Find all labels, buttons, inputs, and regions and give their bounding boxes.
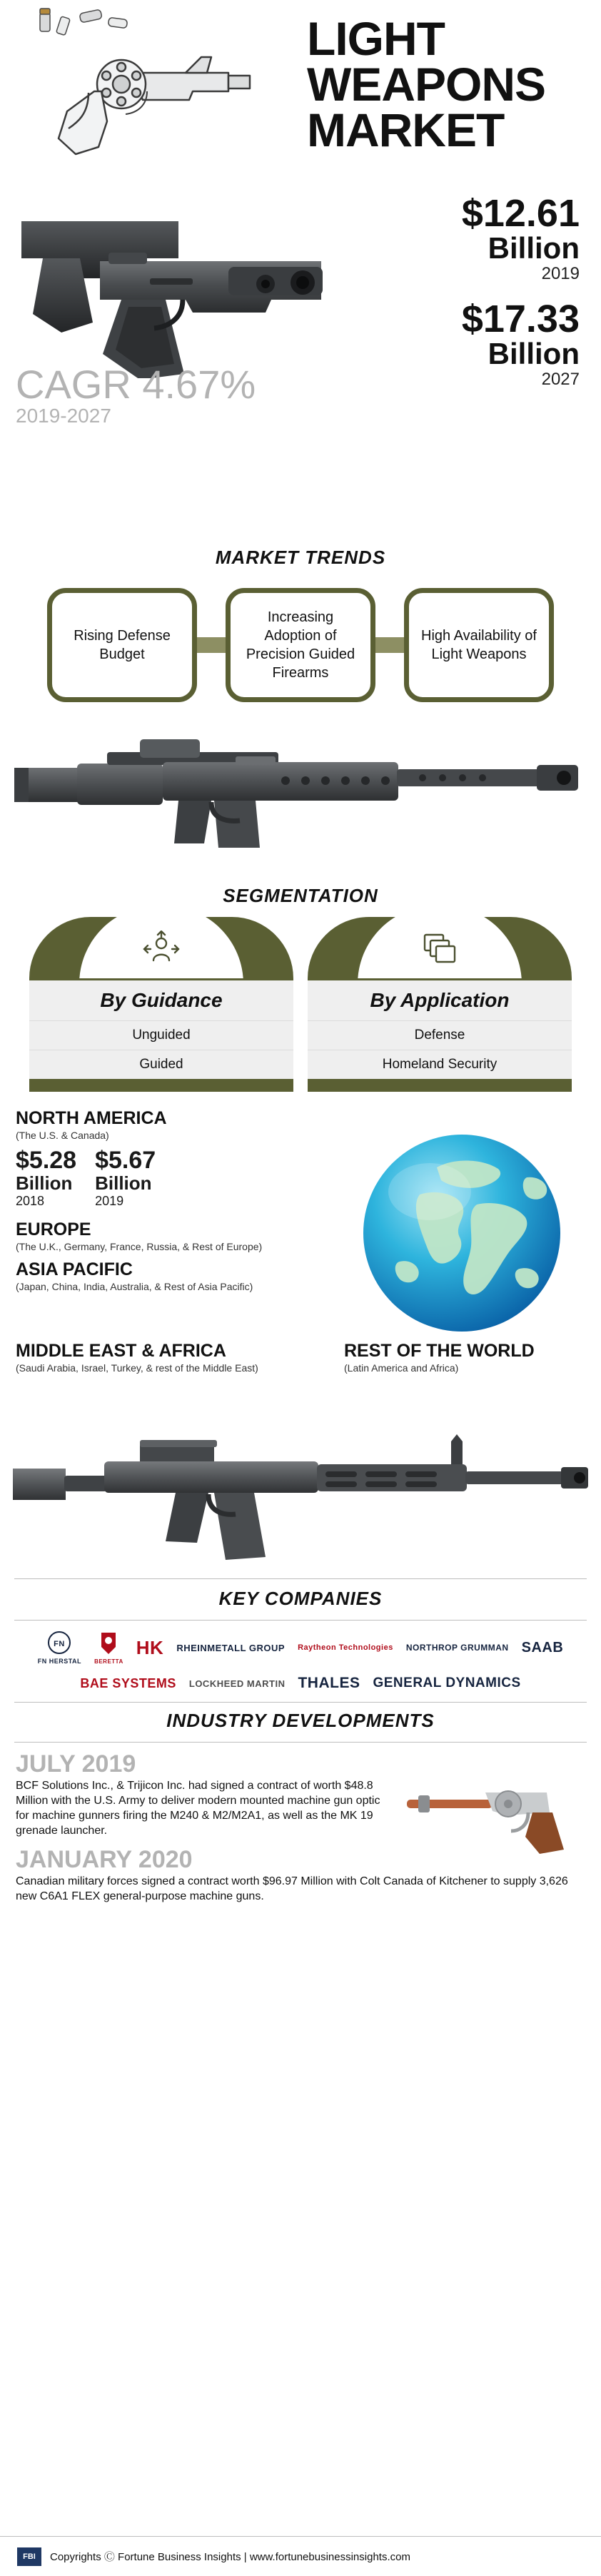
company-logo: HK [136, 1636, 164, 1658]
region-block-mea [16, 1340, 323, 1380]
trend-connector [193, 637, 230, 653]
region-name-rest-of-world: REST OF THE WORLD [344, 1341, 535, 1361]
segmentation-item: Guided [29, 1050, 293, 1079]
region-sub-europe: (The U.K., Germany, France, Russia, & Rest of Europe) [16, 1241, 263, 1252]
footer [0, 2536, 601, 2576]
beretta-crest-icon [99, 1631, 118, 1655]
region-year: 2018 [16, 1194, 45, 1208]
segmentation-title: By Application [308, 978, 572, 1020]
company-logo-row-1 [17, 1631, 584, 1665]
title-line-3: MARKET [307, 103, 505, 156]
market-trends-section [0, 547, 601, 711]
footer-copyright: Copyrights Ⓒ Fortune Business Insights | www.fortunebusinessinsights.com [50, 2551, 410, 2563]
trend-connector [371, 637, 408, 653]
pistol-icon [14, 193, 385, 371]
company-logo: RHEINMETALL GROUP [176, 1642, 286, 1653]
region-sub-middle-east-africa: (Saudi Arabia, Israel, Turkey, & rest of the Middle East) [16, 1362, 258, 1374]
region-sub-asia-pacific: (Japan, China, India, Australia, & Rest of Asia Pacific) [16, 1281, 253, 1292]
company-logo: SAAB [521, 1639, 564, 1655]
segmentation-arc [308, 917, 572, 978]
value-2019-block [462, 194, 580, 284]
segmentation-section [0, 885, 601, 1092]
regions-section [0, 1105, 601, 1411]
key-companies-heading: KEY COMPANIES [218, 1588, 383, 1609]
region-amount: $5.28 [16, 1147, 77, 1174]
region-year: 2019 [95, 1194, 124, 1208]
rifle-icon [0, 718, 601, 875]
divider [14, 1578, 587, 1579]
segmentation-item: Defense [308, 1020, 572, 1050]
guidance-target-person-icon [139, 930, 183, 971]
key-companies-section [0, 1588, 601, 1692]
cagr-period: 2019-2027 [16, 405, 111, 427]
company-logo: LOCKHEED MARTIN [188, 1678, 286, 1689]
segmentation-heading: SEGMENTATION [223, 885, 378, 906]
company-logo-row-2 [17, 1675, 584, 1692]
market-trends-heading: MARKET TRENDS [215, 547, 386, 568]
region-unit: Billion [95, 1172, 152, 1194]
region-unit: Billion [16, 1172, 73, 1194]
development-text: Canadian military forces signed a contract worth $96.97 Million with Colt Canada of Kitchener to supply 3,626 new C6A1 FLEX general-purpose machine guns. [16, 1875, 568, 1902]
header-section [0, 0, 601, 186]
trend-item: Rising Defense Budget [47, 588, 197, 702]
segmentation-item: Homeland Security [308, 1050, 572, 1079]
region-sub-rest-of-world: (Latin America and Africa) [344, 1362, 459, 1374]
industry-developments-section [0, 1710, 601, 1904]
region-figures-north-america [16, 1147, 301, 1209]
unit-2019: Billion [488, 231, 580, 265]
divider [14, 1702, 587, 1703]
segmentation-card-guidance [29, 917, 293, 1092]
revolver-icon [14, 7, 300, 178]
cagr-value: CAGR 4.67% [16, 362, 256, 407]
region-block-row [344, 1340, 580, 1380]
development-date: JULY 2019 [16, 1750, 136, 1778]
company-logo: THALES [298, 1675, 360, 1691]
title-line-2: WEAPONS [307, 58, 546, 111]
segmentation-title: By Guidance [29, 978, 293, 1020]
region-name-middle-east-africa: MIDDLE EAST & AFRICA [16, 1341, 226, 1361]
value-2027: $17.33 [461, 298, 580, 340]
region-name-north-america: NORTH AMERICA [16, 1108, 167, 1128]
value-2019: $12.61 [461, 192, 580, 235]
segmentation-base [308, 1079, 572, 1092]
fortune-business-insights-logo-icon: FBI [17, 2547, 41, 2566]
market-value-section [0, 186, 601, 542]
trend-item: Increasing Adoption of Precision Guided Firearms [226, 588, 375, 702]
divider [14, 1742, 587, 1743]
development-text: BCF Solutions Inc., & Trijicon Inc. had signed a contract of worth $48.8 Million with the U.S. Army to deliver modern mounted machine gun optic for machine gunners firing the M240 & M2/M2A1, as well as the MK 19 grenade launcher. [16, 1780, 380, 1837]
region-figure [95, 1147, 156, 1209]
company-logo-label: BERETTA [94, 1658, 123, 1665]
company-logo-label: FN HERSTAL [37, 1658, 82, 1665]
segmentation-base [29, 1079, 293, 1092]
title-line-1: LIGHT [307, 12, 445, 65]
application-layers-icon [418, 930, 462, 971]
trend-item: High Availability of Light Weapons [404, 588, 554, 702]
company-logo: BAE SYSTEMS [80, 1675, 176, 1690]
divider [14, 1620, 587, 1621]
company-logo: NORTHROP GRUMMAN [405, 1643, 509, 1653]
unit-2027: Billion [488, 337, 580, 370]
development-entry-1 [16, 1750, 585, 1838]
segmentation-card-application [308, 917, 572, 1092]
market-trends-list [14, 579, 587, 711]
company-logo [94, 1631, 123, 1665]
region-figure [16, 1147, 76, 1209]
segmentation-arc [29, 917, 293, 978]
development-date: JANUARY 2020 [16, 1846, 193, 1873]
region-sub-north-america: (The U.S. & Canada) [16, 1130, 109, 1141]
segmentation-cards [14, 917, 587, 1092]
development-entry-2 [16, 1845, 585, 1904]
page-title [307, 12, 546, 156]
fn-herstal-mark-icon [47, 1631, 71, 1655]
carbine-icon [0, 1414, 601, 1578]
value-2027-block [462, 300, 580, 390]
region-amount: $5.67 [95, 1147, 156, 1174]
globe-icon [351, 1126, 572, 1344]
company-logo: Raytheon Technologies [298, 1643, 393, 1652]
segmentation-item: Unguided [29, 1020, 293, 1050]
cagr-block [16, 364, 256, 427]
region-name-asia-pacific: ASIA PACIFIC [16, 1259, 133, 1279]
svg-text:FN: FN [54, 1640, 66, 1648]
year-2027: 2027 [541, 370, 580, 389]
regions-left-column [16, 1107, 301, 1299]
region-name-europe: EUROPE [16, 1219, 91, 1239]
company-logo: GENERAL DYNAMICS [373, 1675, 521, 1690]
year-2019: 2019 [541, 264, 580, 283]
company-logo [38, 1631, 81, 1665]
regions-bottom-row [16, 1340, 587, 1380]
industry-developments-heading: INDUSTRY DEVELOPMENTS [166, 1710, 435, 1731]
